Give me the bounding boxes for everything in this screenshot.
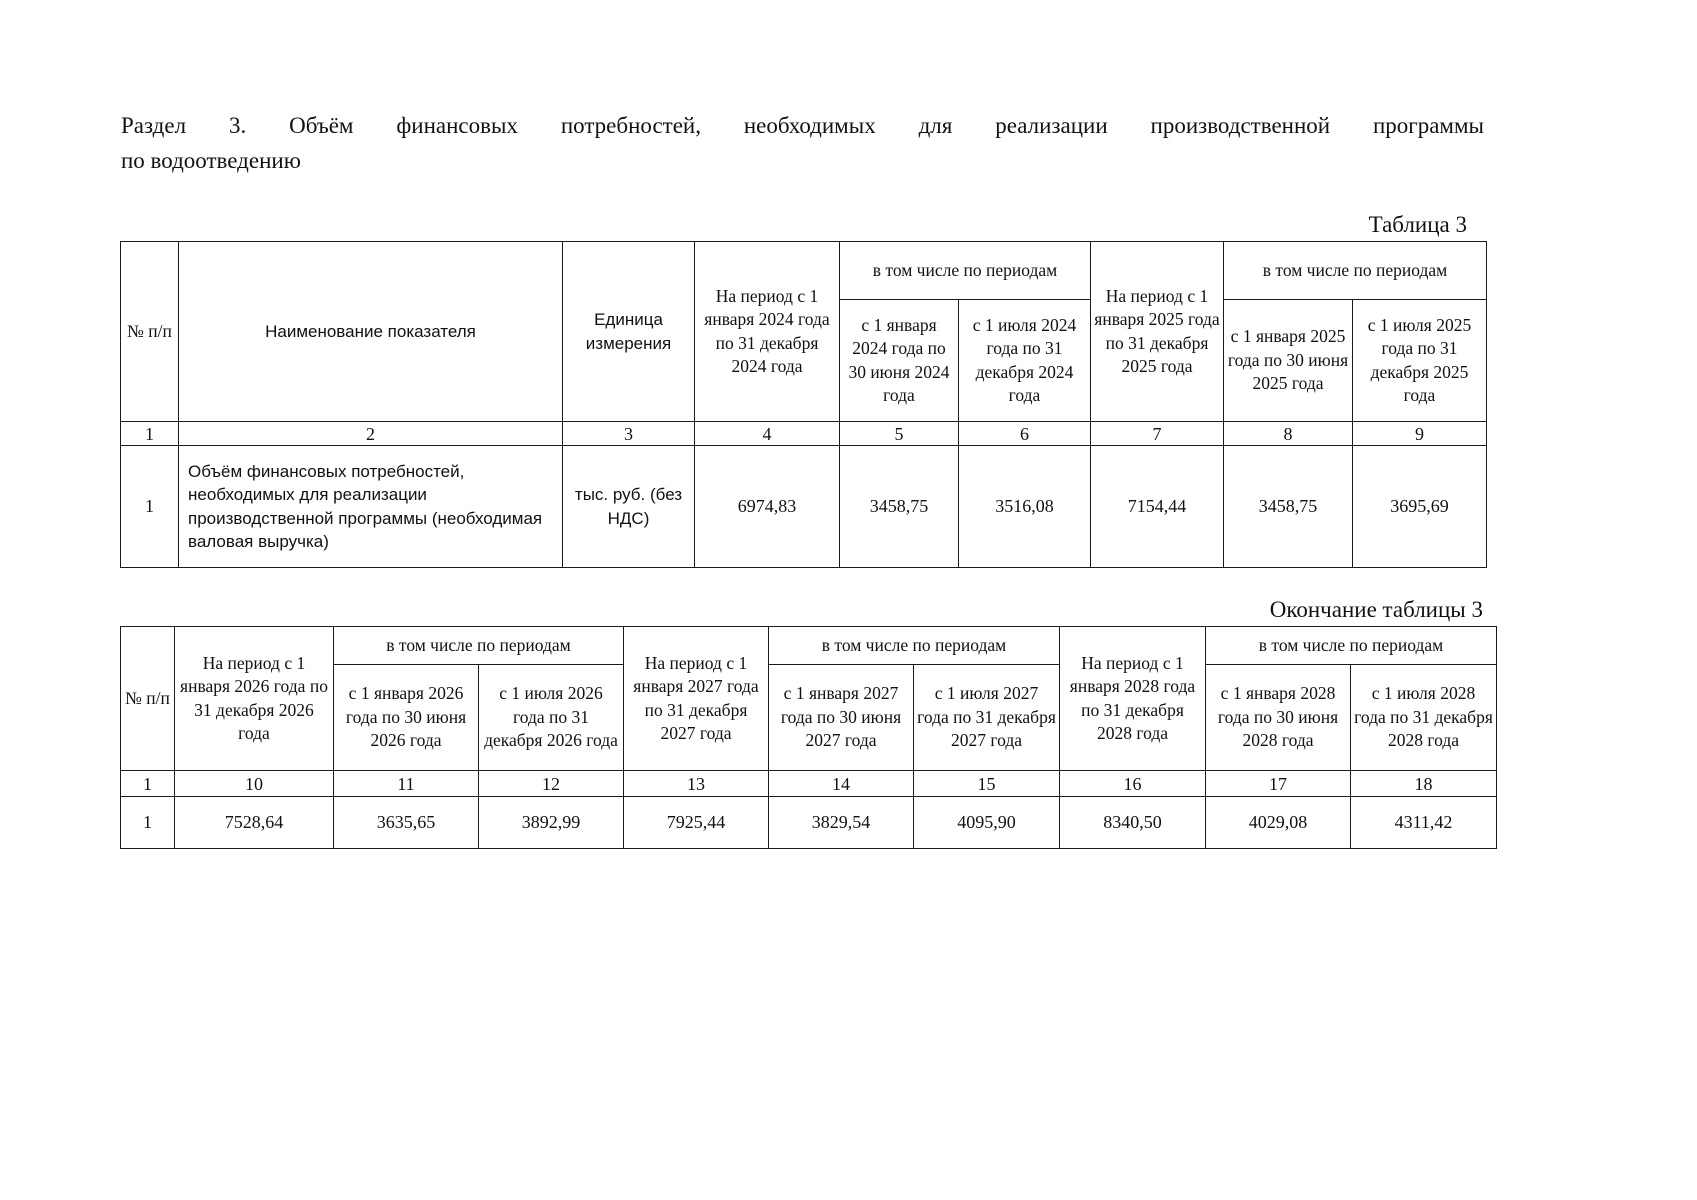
header-period-2027: На период с 1 января 2027 года по 31 декабря 2027 года — [624, 627, 769, 771]
section-heading-line-1: Раздел 3. Объём финансовых потребностей, необходимых для реализации производственной программы — [121, 113, 1484, 138]
row-unit: тыс. руб. (без НДС) — [563, 446, 695, 568]
column-number: 1 — [121, 771, 175, 797]
column-number: 1 — [121, 422, 179, 446]
column-number: 14 — [769, 771, 914, 797]
value-2026-h2: 3892,99 — [479, 797, 624, 849]
column-number: 17 — [1206, 771, 1351, 797]
column-number: 7 — [1091, 422, 1224, 446]
table-3-caption: Таблица 3 — [1368, 212, 1467, 237]
row-num: 1 — [121, 797, 175, 849]
column-number: 18 — [1351, 771, 1497, 797]
header-h2-2028: с 1 июля 2028 года по 31 декабря 2028 года — [1351, 665, 1497, 771]
value-2028-h2: 4311,42 — [1351, 797, 1497, 849]
table-3 — [120, 241, 1487, 568]
column-number: 9 — [1353, 422, 1487, 446]
value-2026-h1: 3635,65 — [334, 797, 479, 849]
header-h1-2028: с 1 января 2028 года по 30 июня 2028 года — [1206, 665, 1351, 771]
value-2025-h1: 3458,75 — [1224, 446, 1353, 568]
table-3-end-header-row-1 — [121, 627, 1497, 665]
header-h2-2025: с 1 июля 2025 года по 31 декабря 2025 года — [1353, 300, 1487, 422]
header-h1-2027: с 1 января 2027 года по 30 июня 2027 года — [769, 665, 914, 771]
value-2025-h2: 3695,69 — [1353, 446, 1487, 568]
column-number: 13 — [624, 771, 769, 797]
value-2024-total: 6974,83 — [695, 446, 840, 568]
header-period-2026: На период с 1 января 2026 года по 31 декабря 2026 года — [175, 627, 334, 771]
column-number: 5 — [840, 422, 959, 446]
header-num: № п/п — [121, 627, 175, 771]
value-2028-h1: 4029,08 — [1206, 797, 1351, 849]
header-subperiods-2025: в том числе по периодам — [1224, 242, 1487, 300]
column-number: 15 — [914, 771, 1060, 797]
column-number: 2 — [179, 422, 563, 446]
value-2026-total: 7528,64 — [175, 797, 334, 849]
row-indicator-name: Объём финансовых потребностей, необходимых для реализации производственной программы (необходимая валовая выручка) — [179, 446, 563, 568]
value-2027-h1: 3829,54 — [769, 797, 914, 849]
header-subperiods-2024: в том числе по периодам — [840, 242, 1091, 300]
header-indicator-name: Наименование показателя — [179, 242, 563, 422]
table-3-header-row-1 — [121, 242, 1487, 300]
header-h1-2025: с 1 января 2025 года по 30 июня 2025 года — [1224, 300, 1353, 422]
header-period-2028: На период с 1 января 2028 года по 31 декабря 2028 года — [1060, 627, 1206, 771]
header-h2-2027: с 1 июля 2027 года по 31 декабря 2027 года — [914, 665, 1060, 771]
header-h1-2024: с 1 января 2024 года по 30 июня 2024 года — [840, 300, 959, 422]
header-subperiods-2028: в том числе по периодам — [1206, 627, 1497, 665]
value-2028-total: 8340,50 — [1060, 797, 1206, 849]
value-2024-h2: 3516,08 — [959, 446, 1091, 568]
value-2025-total: 7154,44 — [1091, 446, 1224, 568]
table-row — [121, 446, 1487, 568]
row-num: 1 — [121, 446, 179, 568]
column-number: 4 — [695, 422, 840, 446]
header-period-2024: На период с 1 января 2024 года по 31 декабря 2024 года — [695, 242, 840, 422]
header-h2-2026: с 1 июля 2026 года по 31 декабря 2026 года — [479, 665, 624, 771]
column-number: 8 — [1224, 422, 1353, 446]
header-period-2025: На период с 1 января 2025 года по 31 декабря 2025 года — [1091, 242, 1224, 422]
header-h1-2026: с 1 января 2026 года по 30 июня 2026 года — [334, 665, 479, 771]
table-3-end — [120, 626, 1497, 849]
table-3-end-caption: Окончание таблицы 3 — [1269, 597, 1483, 622]
value-2027-total: 7925,44 — [624, 797, 769, 849]
column-number: 16 — [1060, 771, 1206, 797]
section-heading — [121, 108, 1484, 178]
table-row — [121, 797, 1497, 849]
header-unit: Единица измерения — [563, 242, 695, 422]
table-3-column-numbers — [121, 422, 1487, 446]
value-2027-h2: 4095,90 — [914, 797, 1060, 849]
column-number: 3 — [563, 422, 695, 446]
header-subperiods-2027: в том числе по периодам — [769, 627, 1060, 665]
column-number: 10 — [175, 771, 334, 797]
header-subperiods-2026: в том числе по периодам — [334, 627, 624, 665]
header-num: № п/п — [121, 242, 179, 422]
column-number: 12 — [479, 771, 624, 797]
column-number: 11 — [334, 771, 479, 797]
value-2024-h1: 3458,75 — [840, 446, 959, 568]
column-number: 6 — [959, 422, 1091, 446]
header-h2-2024: с 1 июля 2024 года по 31 декабря 2024 года — [959, 300, 1091, 422]
section-heading-line-2: по водоотведению — [121, 148, 301, 173]
table-3-end-column-numbers — [121, 771, 1497, 797]
